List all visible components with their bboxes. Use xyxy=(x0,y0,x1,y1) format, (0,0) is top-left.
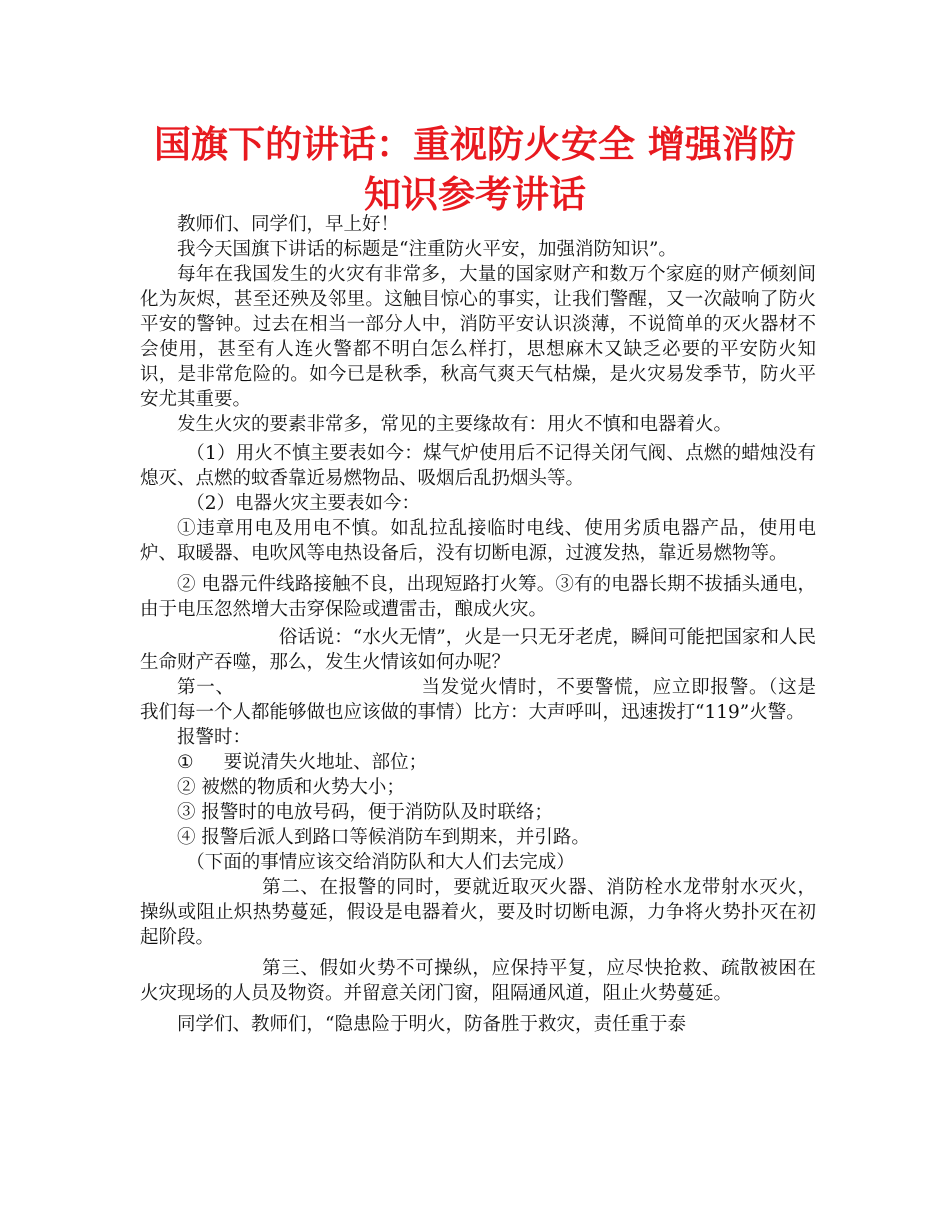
item-one-text: 要说清失火地址、部位； xyxy=(223,752,428,773)
item-one-marker: ① xyxy=(177,752,194,773)
paragraph-9: 报警时： xyxy=(177,727,252,748)
step-one-text: 当发觉火情时，不要警慌，应立即报警。（这是我们每一个人都能够做也应该做的事情）比方：大声呼叫，迅速拨打“119”火警。 xyxy=(140,677,816,723)
paragraph-2: 发生火灾的要素非常多，常见的主要缘故有：用火不慎和电器着火。 xyxy=(177,414,733,435)
paragraph-16: 第三、假如火势不可操纵，应保持平复，应尽快抢救、疏散被困在火灾现场的人员及物资。并留意关闭门窗，阻隔通风道，阻止火势蔓延。 xyxy=(140,958,816,1004)
paragraph-6: ② 电器元件线路接触不良，出现短路打火筹。③有的电器长期不拔插头通电，由于电压忽然增大击穿保险或遭雷击，酿成火灾。 xyxy=(140,574,816,620)
paragraph-3: （1）用火不慎主要表如今：煤气炉使用后不记得关闭气阀、点燃的蜡烛没有熄灭、点燃的蚊香靠近易燃物品、吸烟后乱扔烟头等。 xyxy=(140,443,816,489)
intro-paragraph: 我今天国旗下讲话的标题是“注重防火平安，加强消防知识”。 xyxy=(177,239,677,260)
paragraph-14: （下面的事情应该交给消防队和大人们去完成） xyxy=(186,852,575,873)
paragraph-8 xyxy=(140,675,816,725)
paragraph-15: 第二、在报警的同时，要就近取灭火器、消防栓水龙带射水灭火，操纵或阻止炽热势蔓延，假设是电器着火，要及时切断电源，力争将火势扑灭在初起阶段。 xyxy=(140,877,816,948)
greeting-paragraph: 教师们、同学们，早上好！ xyxy=(177,214,400,235)
paragraph-1: 每年在我国发生的火灾有非常多，大量的国家财产和数万个家庭的财产倾刻间化为灰烬，甚至还殃及邻里。这触目惊心的事实，让我们警醒，又一次敲响了防火平安的警钟。过去在相当一部分人中，消防平安认识淡薄，不说简单的灭火器材不会使用，甚至有人连火警都不明白怎么样打，思想麻木又缺乏必要的平安防火知识，是非常危险的。如今已是秋季，秋高气爽天气枯燥，是火灾易发季节，防火平安尤其重要。 xyxy=(140,264,816,410)
paragraph-12: ③ 报警时的电放号码，便于消防队及时联络； xyxy=(177,802,553,823)
step-one-label: 第一、 xyxy=(177,677,235,698)
paragraph-10 xyxy=(140,750,816,775)
paragraph-4: （2）电器火灾主要表如今： xyxy=(186,493,421,514)
paragraph-13: ④ 报警后派人到路口等候消防车到期来，并引路。 xyxy=(177,827,590,848)
paragraph-17: 同学们、教师们，“隐患险于明火，防备胜于救灾，责任重于泰 xyxy=(177,1014,686,1035)
paragraph-11: ② 被燃的物质和火势大小； xyxy=(177,777,405,798)
document-body xyxy=(140,212,816,1037)
paragraph-7: 俗话说：“水火无情”，火是一只无牙老虎，瞬间可能把国家和人民生命财产吞噬，那么，发生火情该如何办呢？ xyxy=(140,627,816,673)
paragraph-5: ①违章用电及用电不慎。如乱拉乱接临时电线、使用劣质电器产品，使用电炉、取暖器、电吹风等电热设备后，没有切断电源，过渡发热，靠近易燃物等。 xyxy=(140,518,816,564)
document-title: 国旗下的讲话：重视防火安全 增强消防知识参考讲话 xyxy=(154,123,796,216)
